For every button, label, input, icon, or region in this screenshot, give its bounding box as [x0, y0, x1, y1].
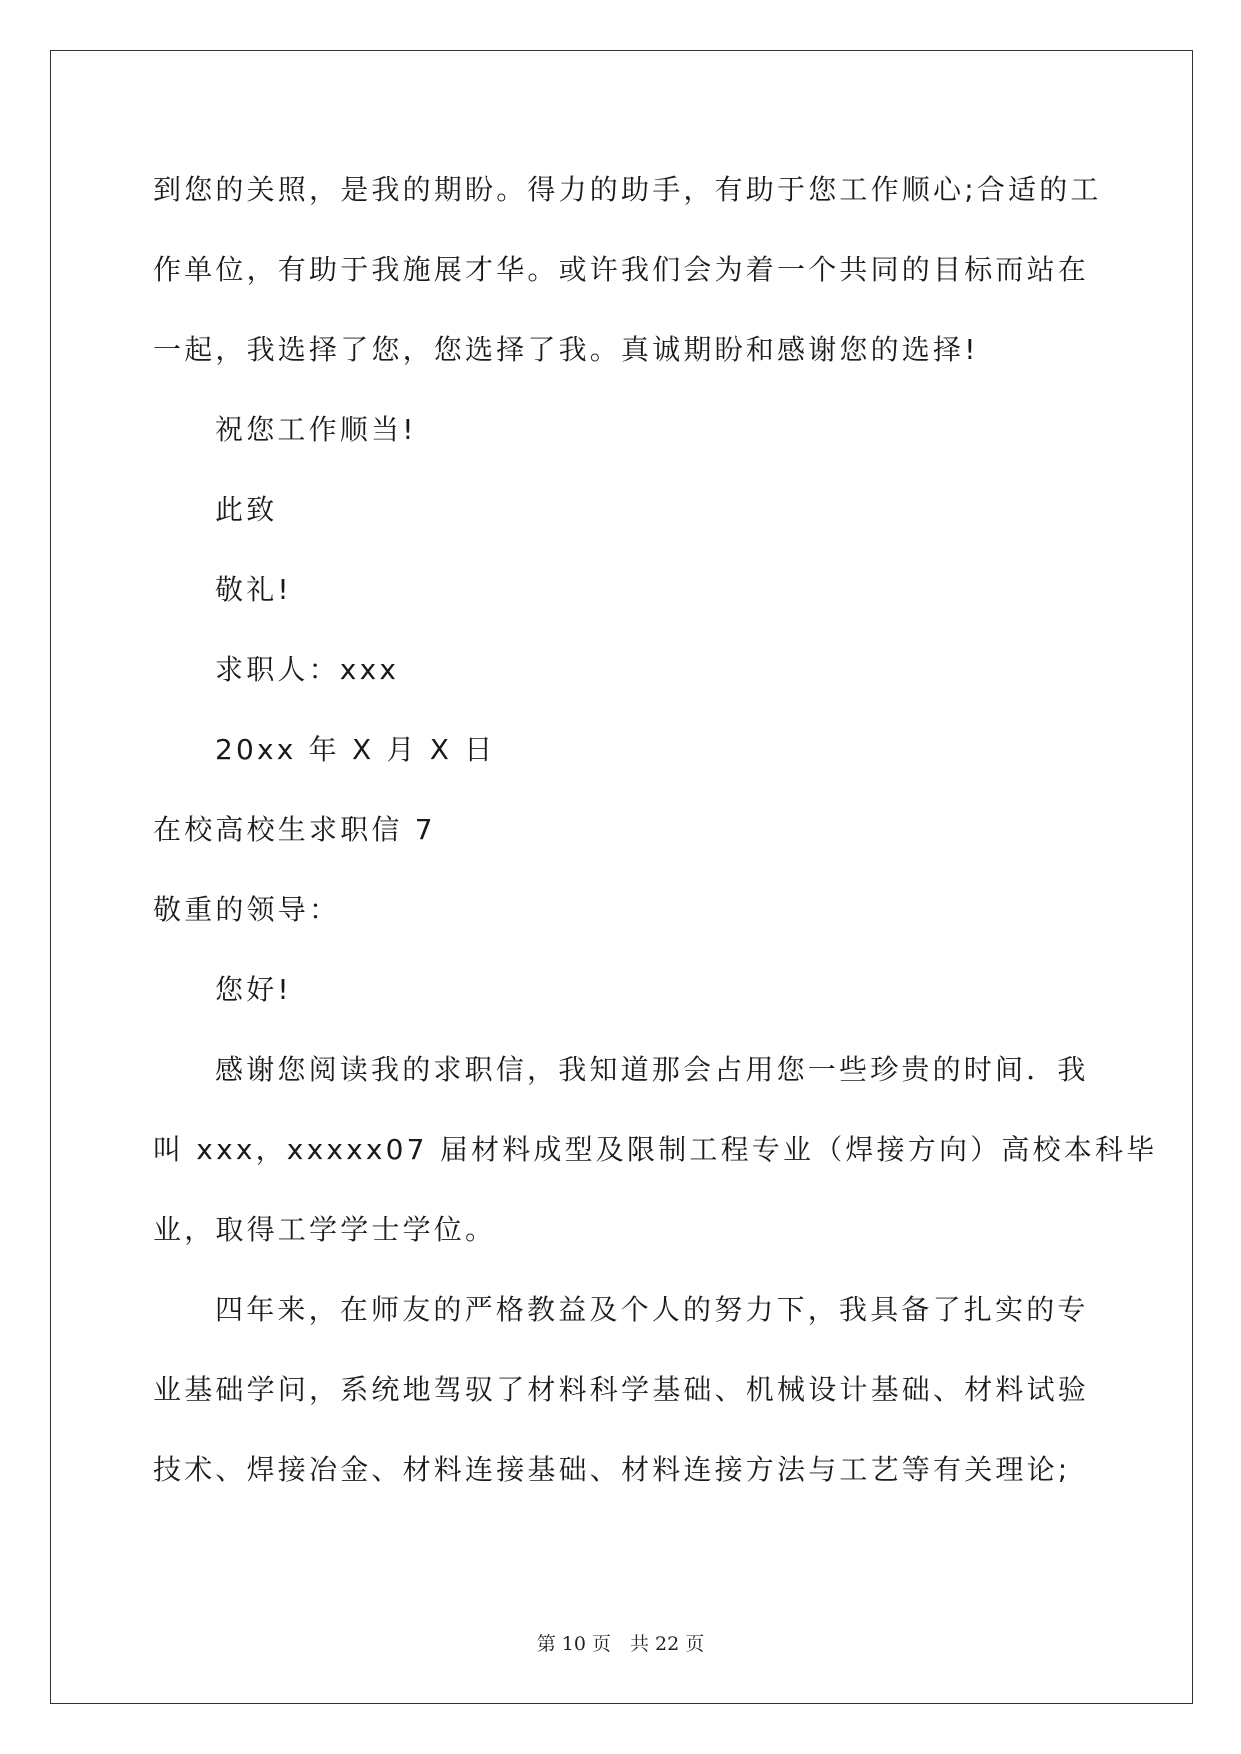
body-line-5: 叫 xxx，xxxxx07 届材料成型及限制工程专业（焊接方向）高校本科毕 — [153, 1133, 1158, 1166]
body-line-9: 技术、焊接冶金、材料连接基础、材料连接方法与工艺等有关理论; — [153, 1453, 1071, 1486]
closing-salutation: 此致 — [215, 493, 278, 526]
body-line-1: 到您的关照，是我的期盼。得力的助手，有助于您工作顺心;合适的工 — [153, 173, 1102, 206]
greeting-recipient: 敬重的领导： — [153, 893, 341, 926]
closing-wish: 祝您工作顺当! — [215, 413, 417, 446]
greeting-hello: 您好! — [215, 973, 292, 1006]
section-title: 在校高校生求职信 7 — [153, 813, 436, 846]
body-line-7: 四年来，在师友的严格教益及个人的努力下，我具备了扎实的专 — [215, 1293, 1089, 1326]
letter-date: 20xx 年 X 月 X 日 — [215, 733, 496, 766]
body-line-2: 作单位，有助于我施展才华。或许我们会为着一个共同的目标而站在 — [153, 253, 1090, 286]
body-line-4: 感谢您阅读我的求职信，我知道那会占用您一些珍贵的时间．我 — [215, 1053, 1089, 1086]
body-line-8: 业基础学问，系统地驾驭了材料科学基础、机械设计基础、材料试验 — [153, 1373, 1090, 1406]
page-number-footer: 第 10 页 共 22 页 — [536, 1633, 705, 1655]
body-line-6: 业，取得工学学士学位。 — [153, 1213, 497, 1246]
body-line-3: 一起，我选择了您，您选择了我。真诚期盼和感谢您的选择! — [153, 333, 979, 366]
applicant-signature: 求职人：xxx — [215, 653, 400, 686]
closing-regards: 敬礼! — [215, 573, 292, 606]
